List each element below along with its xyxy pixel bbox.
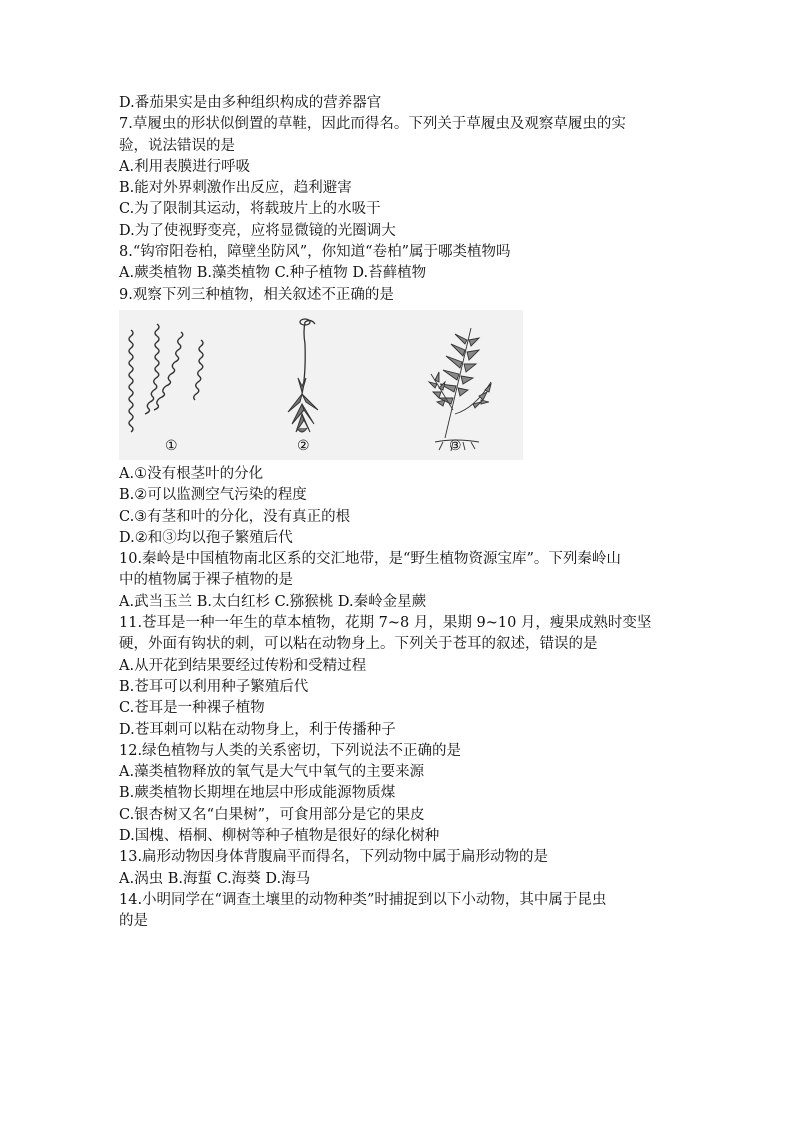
text-line: D.国槐、梧桐、柳树等种子植物是很好的绿化树种 — [119, 828, 440, 845]
text-line: A.利用表膜进行呼吸 — [119, 158, 251, 175]
figure-label-1: ① — [165, 437, 178, 454]
text-line: A.①没有根茎叶的分化 — [119, 465, 264, 482]
text-line: B.苍耳可以利用种子繁殖后代 — [119, 678, 309, 695]
text-line: 14.小明同学在“调查土壤里的动物种类”时捕捉到以下小动物，其中属于昆虫 — [119, 891, 607, 908]
text-line: A.藻类植物释放的氧气是大气中氧气的主要来源 — [119, 764, 425, 781]
figure-label-3: ③ — [449, 437, 462, 454]
text-line: 8.“钩帘阳卷柏，障壁坐防风”，你知道“卷柏”属于哪类植物吗 — [119, 244, 511, 261]
text-line: B.②可以监测空气污染的程度 — [119, 487, 307, 504]
text-line: A.从开花到结果要经过传粉和受精过程 — [119, 657, 367, 674]
fern-plant-icon — [119, 310, 523, 460]
text-line: 硬，外面有钩状的刺，可以粘在动物身上。下列关于苍耳的叙述，错误的是 — [119, 636, 598, 653]
text-line: 验，说法错误的是 — [119, 137, 235, 154]
text-line: A.涡虫 B.海蜇 C.海葵 D.海马 — [119, 870, 311, 887]
text-line: B.能对外界刺激作出反应，趋利避害 — [119, 180, 352, 197]
text-line: D.为了使视野变亮，应将显微镜的光圈调大 — [119, 222, 396, 239]
text-line: 13.扁形动物因身体背腹扁平而得名，下列动物中属于扁形动物的是 — [119, 849, 549, 866]
text-line: C.③有茎和叶的分化，没有真正的根 — [119, 508, 351, 525]
text-line: D.番茄果实是由多种组织构成的营养器官 — [119, 95, 382, 111]
text-line: C.苍耳是一种裸子植物 — [119, 700, 265, 717]
text-line: D.②和③均以孢子繁殖后代 — [119, 529, 293, 546]
text-line: B.蕨类植物长期埋在地层中形成能源物质煤 — [119, 785, 396, 802]
text-line: C.银杏树又名“白果树”，可食用部分是它的果皮 — [119, 806, 425, 823]
plant-figure — [119, 310, 523, 460]
text-line: D.苍耳刺可以粘在动物身上，利于传播种子 — [119, 721, 396, 738]
text-line: 10.秦岭是中国植物南北区系的交汇地带，是“野生植物资源宝库”。下列秦岭山 — [119, 551, 621, 568]
text-line: 中的植物属于裸子植物的是 — [119, 572, 293, 589]
question-text — [119, 93, 679, 933]
text-line: A.蕨类植物 B.藻类植物 C.种子植物 D.苔藓植物 — [119, 265, 427, 282]
text-line: C.为了限制其运动，将载玻片上的水吸干 — [119, 201, 381, 218]
text-line: 9.观察下列三种植物，相关叙述不正确的是 — [119, 286, 394, 303]
text-line: 的是 — [119, 913, 148, 930]
text-line: 11.苍耳是一种一年生的草本植物，花期 7~8 月，果期 9~10 月，瘦果成熟时变坚 — [119, 615, 652, 632]
text-line: 12.绿色植物与人类的关系密切，下列说法不正确的是 — [119, 742, 462, 759]
text-line: A.武当玉兰 B.太白红杉 C.猕猴桃 D.秦岭金星蕨 — [119, 593, 427, 610]
figure-label-2: ② — [297, 437, 310, 454]
text-line: 7.草履虫的形状似倒置的草鞋，因此而得名。下列关于草履虫及观察草履虫的实 — [119, 116, 626, 133]
